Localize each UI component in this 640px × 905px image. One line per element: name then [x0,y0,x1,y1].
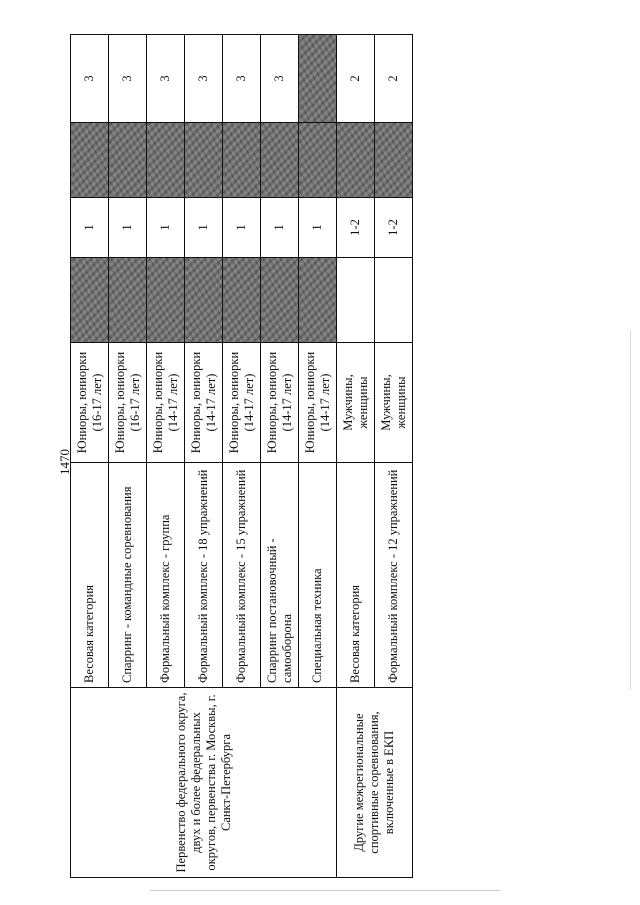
participants-cell: Юниоры, юниорки (14-17 лет) [147,343,185,463]
empty-cell [375,258,413,343]
discipline-cell: Формальный комплекс - группа [147,463,185,688]
shaded-cell [185,258,223,343]
group-cell: Другие межрегиональные спортивные соревнования, включенные в ЕКП [337,688,413,878]
places-cell: 1 [147,198,185,258]
discipline-cell: Спарринг - командные соревнования [109,463,147,688]
shaded-cell [261,258,299,343]
participants-cell: Юниоры, юниорки (14-17 лет) [223,343,261,463]
shaded-cell [261,123,299,198]
scan-edge-line [150,890,500,891]
count-cell: 2 [375,35,413,123]
shaded-cell [223,258,261,343]
table-row [71,35,109,878]
discipline-cell: Формальный комплекс - 12 упражнений [375,463,413,688]
shaded-cell [147,258,185,343]
discipline-cell: Весовая категория [337,463,375,688]
shaded-cell [147,123,185,198]
participants-cell: Юниоры, юниорки (16-17 лет) [109,343,147,463]
participants-cell: Мужчины, женщины [337,343,375,463]
shaded-cell [299,123,337,198]
places-cell: 1 [261,198,299,258]
shaded-cell [375,123,413,198]
participants-cell: Юниоры, юниорки (14-17 лет) [261,343,299,463]
shaded-cell [337,123,375,198]
page-number: 1470 [57,449,72,475]
shaded-cell [71,258,109,343]
table-row [337,35,375,878]
discipline-cell: Формальный комплекс - 15 упражнений [223,463,261,688]
count-cell: 3 [109,35,147,123]
count-cell: 3 [71,35,109,123]
participants-cell: Мужчины, женщины [375,343,413,463]
count-cell: 3 [185,35,223,123]
count-cell: 3 [147,35,185,123]
places-cell: 1-2 [375,198,413,258]
count-cell: 2 [337,35,375,123]
empty-cell [337,258,375,343]
group-cell: Первенство федерального округа, двух и более федеральных округов, первенства г. Москвы, г. Санкт-Петербурга [71,688,337,878]
shaded-cell [185,123,223,198]
shaded-cell [109,258,147,343]
places-cell: 1-2 [337,198,375,258]
shaded-cell [71,123,109,198]
places-cell: 1 [71,198,109,258]
discipline-cell: Специальная техника [299,463,337,688]
count-cell: 3 [223,35,261,123]
places-cell: 1 [299,198,337,258]
discipline-cell: Спарринг постановочный - самооборона [261,463,299,688]
participants-cell: Юниоры, юниорки (16-17 лет) [71,343,109,463]
discipline-cell: Весовая категория [71,463,109,688]
participants-cell: Юниоры, юниорки (14-17 лет) [185,343,223,463]
places-cell: 1 [185,198,223,258]
places-cell: 1 [223,198,261,258]
shaded-cell [109,123,147,198]
shaded-cell [299,258,337,343]
places-cell: 1 [109,198,147,258]
count-cell-shaded [299,35,337,123]
shaded-cell [223,123,261,198]
discipline-cell: Формальный комплекс - 18 упражнений [185,463,223,688]
rotated-table-container [70,35,413,878]
scan-edge-mark [630,330,631,690]
competition-table [70,34,413,878]
participants-cell: Юниоры, юниорки (14-17 лет) [299,343,337,463]
count-cell: 3 [261,35,299,123]
